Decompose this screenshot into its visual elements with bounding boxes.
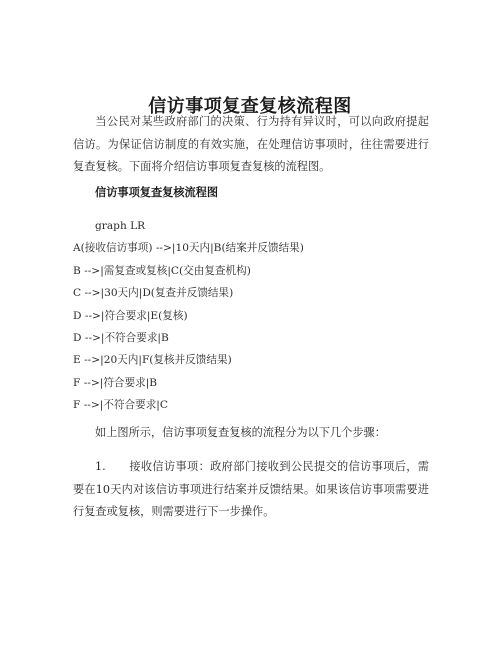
code-line: B -->|需复查或复核|C(交由复查机构) bbox=[73, 264, 251, 277]
code-line: graph LR bbox=[95, 220, 146, 232]
code-line: C -->|30天内|D(复查并反馈结果) bbox=[73, 287, 234, 300]
step-text: 接收信访事项：政府部门接收到公民提交的信访事项后，需要在10天内对该信访事项进行结案并反馈结果。如果该信访事项需要进行复查或复核，则需要进行下一步操作。 bbox=[73, 460, 429, 518]
document-title: 信访事项复查复核流程图 bbox=[148, 96, 352, 118]
step-number: 1. bbox=[95, 460, 106, 473]
summary-paragraph: 如上图所示，信访事项复查复核的流程分为以下几个步骤： bbox=[95, 426, 386, 439]
code-line: A(接收信访事项) -->|10天内|B(结案并反馈结果) bbox=[73, 242, 304, 255]
code-line: E -->|20天内|F(复核并反馈结果) bbox=[73, 354, 232, 367]
code-line: F -->|不符合要求|C bbox=[73, 399, 168, 412]
intro-paragraph: 当公民对某些政府部门的决策、行为持有异议时，可以向政府提起信访。为保证信访制度的有效实施，在处理信访事项时，往往需要进行复查复核。下面将介绍信访事项复查复核的流程图。 bbox=[73, 115, 429, 173]
step-item bbox=[73, 456, 429, 524]
code-line: F -->|符合要求|B bbox=[73, 376, 158, 389]
code-line: D -->|符合要求|E(复核) bbox=[73, 309, 188, 322]
flowchart-code-block bbox=[73, 215, 433, 417]
flowchart-subtitle: 信访事项复查复核流程图 bbox=[95, 186, 219, 199]
code-line: D -->|不符合要求|B bbox=[73, 331, 169, 344]
